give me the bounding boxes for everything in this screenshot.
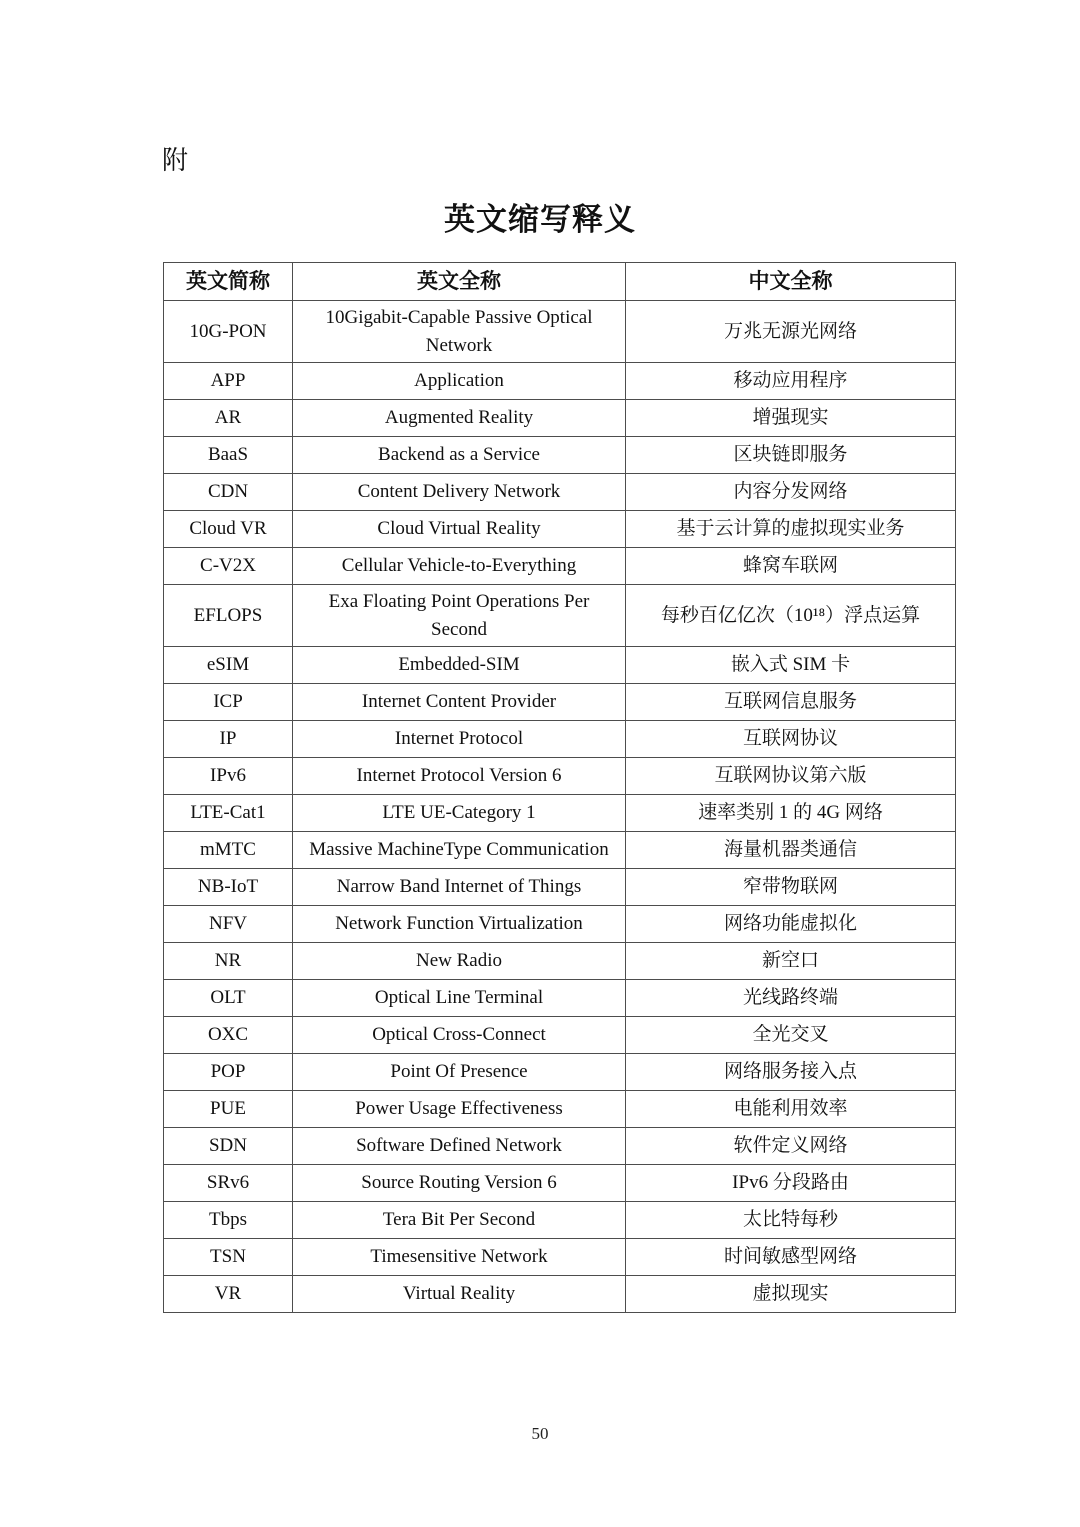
abbr-cell: Cloud VR (164, 511, 293, 548)
page-number: 50 (531, 1424, 549, 1443)
abbr-cell: APP (164, 363, 293, 400)
chinese-cell: 区块链即服务 (626, 437, 956, 474)
abbr-cell: OLT (164, 980, 293, 1017)
table-row (164, 548, 956, 585)
english-cell: Optical Cross-Connect (293, 1017, 626, 1054)
table-header-row (164, 263, 956, 301)
chinese-cell: 基于云计算的虚拟现实业务 (626, 511, 956, 548)
chinese-cell: 网络服务接入点 (626, 1054, 956, 1091)
abbreviation-table (163, 262, 956, 1313)
abbr-cell: TSN (164, 1239, 293, 1276)
abbr-cell: eSIM (164, 647, 293, 684)
table-row (164, 943, 956, 980)
abbr-cell: POP (164, 1054, 293, 1091)
english-cell: Power Usage Effectiveness (293, 1091, 626, 1128)
abbr-cell: LTE-Cat1 (164, 795, 293, 832)
table-row (164, 647, 956, 684)
chinese-cell: 光线路终端 (626, 980, 956, 1017)
english-cell: New Radio (293, 943, 626, 980)
chinese-cell: 互联网协议 (626, 721, 956, 758)
abbr-cell: mMTC (164, 832, 293, 869)
abbr-cell: SRv6 (164, 1165, 293, 1202)
chinese-cell: 新空口 (626, 943, 956, 980)
header-chinese: 中文全称 (626, 263, 956, 301)
english-cell: Tera Bit Per Second (293, 1202, 626, 1239)
english-cell: Internet Protocol Version 6 (293, 758, 626, 795)
english-cell: Backend as a Service (293, 437, 626, 474)
chinese-cell: 电能利用效率 (626, 1091, 956, 1128)
abbr-cell: Tbps (164, 1202, 293, 1239)
table-row (164, 980, 956, 1017)
english-cell: Cloud Virtual Reality (293, 511, 626, 548)
chinese-cell: 嵌入式 SIM 卡 (626, 647, 956, 684)
english-cell: Augmented Reality (293, 400, 626, 437)
table-row (164, 1239, 956, 1276)
table-row (164, 1017, 956, 1054)
table-body (164, 301, 956, 1313)
english-cell: 10Gigabit-Capable Passive Optical Network (293, 301, 626, 363)
table-row (164, 474, 956, 511)
table-row (164, 1091, 956, 1128)
header-abbr: 英文简称 (164, 263, 293, 301)
chinese-cell: 窄带物联网 (626, 869, 956, 906)
abbr-cell: SDN (164, 1128, 293, 1165)
english-cell: Embedded-SIM (293, 647, 626, 684)
table-row (164, 758, 956, 795)
english-cell: Internet Content Provider (293, 684, 626, 721)
abbr-cell: NFV (164, 906, 293, 943)
english-cell: Optical Line Terminal (293, 980, 626, 1017)
chinese-cell: 互联网信息服务 (626, 684, 956, 721)
chinese-cell: 每秒百亿亿次（10¹⁸）浮点运算 (626, 585, 956, 647)
english-cell: Application (293, 363, 626, 400)
table-row (164, 400, 956, 437)
english-cell: Virtual Reality (293, 1276, 626, 1313)
page-title: 英文缩写释义 (444, 202, 636, 237)
table-row (164, 795, 956, 832)
header-english: 英文全称 (293, 263, 626, 301)
english-cell: Timesensitive Network (293, 1239, 626, 1276)
chinese-cell: 互联网协议第六版 (626, 758, 956, 795)
chinese-cell: 移动应用程序 (626, 363, 956, 400)
table-row (164, 869, 956, 906)
abbr-cell: NR (164, 943, 293, 980)
chinese-cell: 速率类别 1 的 4G 网络 (626, 795, 956, 832)
abbr-cell: AR (164, 400, 293, 437)
table-row (164, 363, 956, 400)
abbr-cell: EFLOPS (164, 585, 293, 647)
chinese-cell: 海量机器类通信 (626, 832, 956, 869)
chinese-cell: 虚拟现实 (626, 1276, 956, 1313)
english-cell: Massive MachineType Communication (293, 832, 626, 869)
abbr-cell: ICP (164, 684, 293, 721)
chinese-cell: 时间敏感型网络 (626, 1239, 956, 1276)
table-row (164, 585, 956, 647)
abbr-cell: NB-IoT (164, 869, 293, 906)
chinese-cell: 网络功能虚拟化 (626, 906, 956, 943)
chinese-cell: 蜂窝车联网 (626, 548, 956, 585)
chinese-cell: IPv6 分段路由 (626, 1165, 956, 1202)
abbr-cell: BaaS (164, 437, 293, 474)
chinese-cell: 内容分发网络 (626, 474, 956, 511)
english-cell: Narrow Band Internet of Things (293, 869, 626, 906)
table-row (164, 1202, 956, 1239)
abbr-cell: PUE (164, 1091, 293, 1128)
chinese-cell: 万兆无源光网络 (626, 301, 956, 363)
abbr-cell: 10G-PON (164, 301, 293, 363)
abbr-cell: CDN (164, 474, 293, 511)
abbr-cell: C-V2X (164, 548, 293, 585)
chinese-cell: 全光交叉 (626, 1017, 956, 1054)
abbr-cell: IPv6 (164, 758, 293, 795)
appendix-label: 附 (162, 146, 189, 175)
english-cell: Content Delivery Network (293, 474, 626, 511)
table-row (164, 684, 956, 721)
chinese-cell: 软件定义网络 (626, 1128, 956, 1165)
english-cell: Source Routing Version 6 (293, 1165, 626, 1202)
english-cell: Point Of Presence (293, 1054, 626, 1091)
english-cell: Software Defined Network (293, 1128, 626, 1165)
table-row (164, 1054, 956, 1091)
chinese-cell: 增强现实 (626, 400, 956, 437)
table-row (164, 1128, 956, 1165)
table-row (164, 832, 956, 869)
english-cell: LTE UE-Category 1 (293, 795, 626, 832)
table-row (164, 906, 956, 943)
table-row (164, 437, 956, 474)
english-cell: Exa Floating Point Operations Per Second (293, 585, 626, 647)
abbr-cell: IP (164, 721, 293, 758)
table-row (164, 511, 956, 548)
table-row (164, 721, 956, 758)
english-cell: Cellular Vehicle-to-Everything (293, 548, 626, 585)
table-row (164, 1165, 956, 1202)
english-cell: Internet Protocol (293, 721, 626, 758)
chinese-cell: 太比特每秒 (626, 1202, 956, 1239)
abbr-cell: VR (164, 1276, 293, 1313)
abbr-cell: OXC (164, 1017, 293, 1054)
table-row (164, 301, 956, 363)
table-row (164, 1276, 956, 1313)
english-cell: Network Function Virtualization (293, 906, 626, 943)
